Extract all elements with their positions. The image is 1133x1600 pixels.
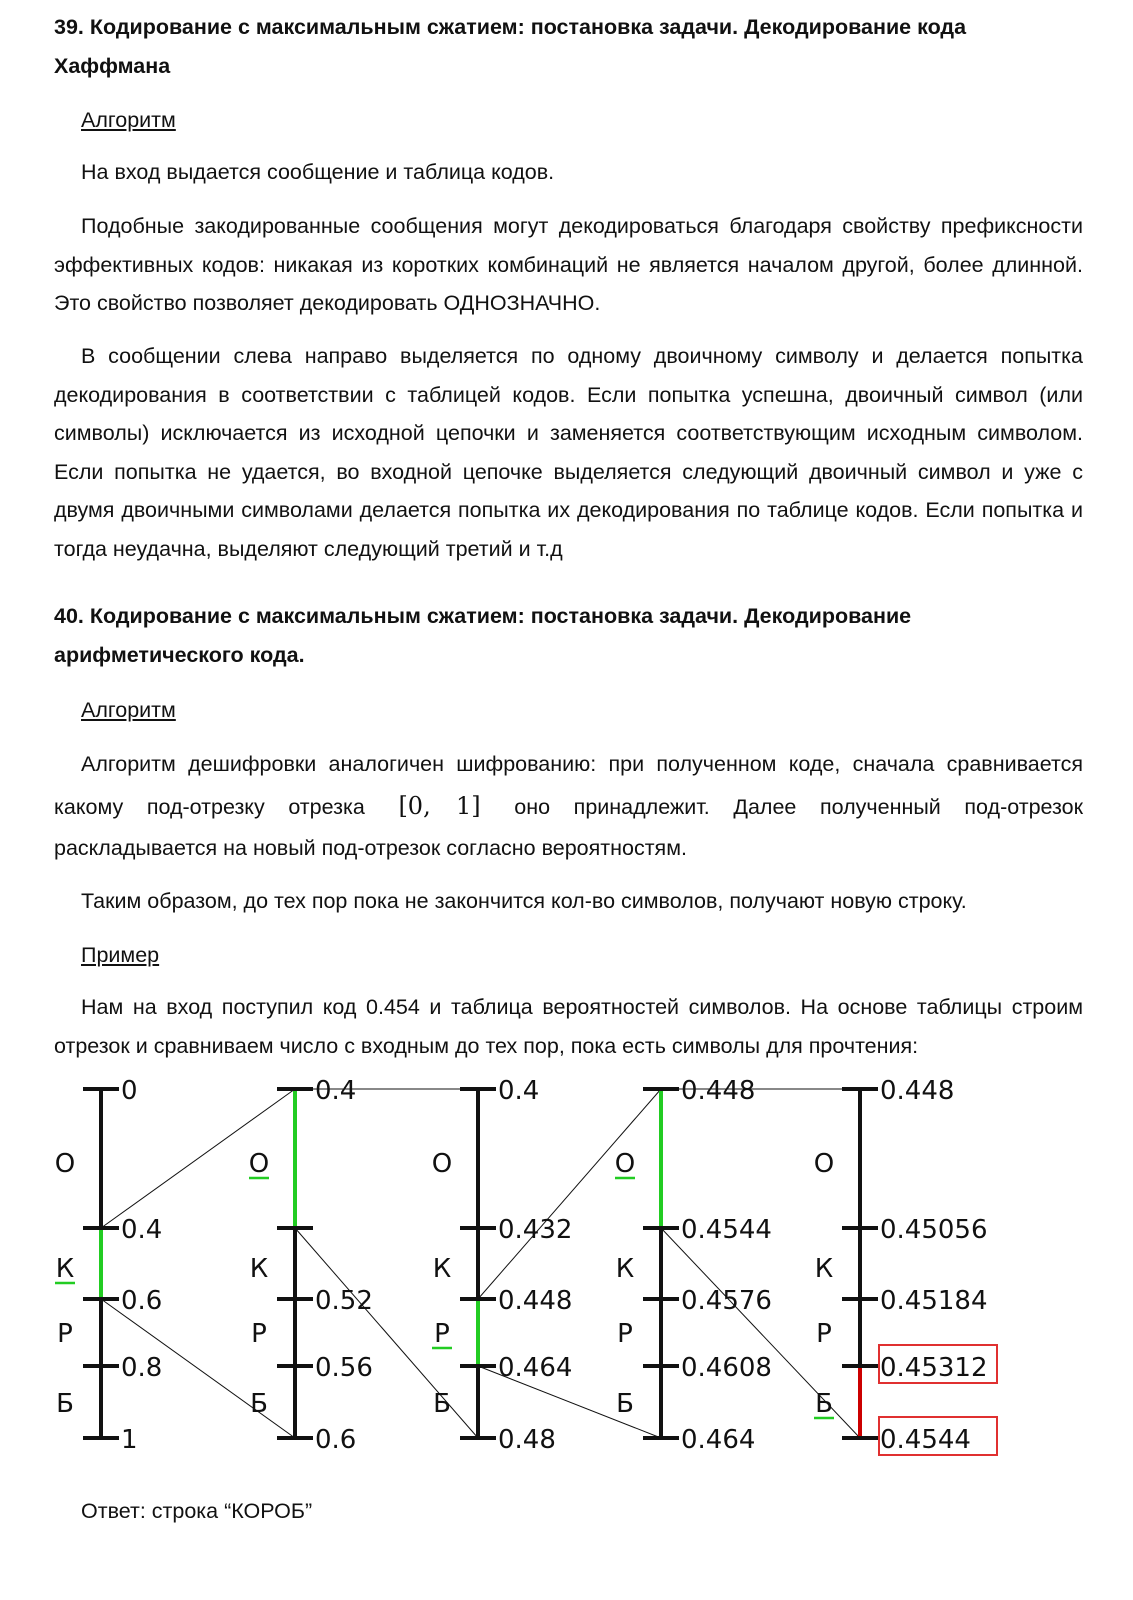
- scale-1-symbol-1: О: [54, 1149, 76, 1179]
- scale-3-tick-label-2: 0.432: [498, 1215, 573, 1245]
- scale-2-tick-label-1: 0.4: [315, 1076, 357, 1106]
- example-label: Пример: [81, 943, 160, 967]
- scale-5-tick-label-5: 0.4544: [880, 1425, 971, 1455]
- section-39-title: 39. Кодирование с максимальным сжатием: постановка задачи. Декодирование кода Хаффмана: [54, 15, 967, 78]
- scale-4-tick-label-1: 0.448: [681, 1076, 756, 1106]
- scale-2-tick-label-4: 0.56: [315, 1353, 373, 1383]
- paragraph-text-after: оно принадлежит. Далее полученный под-отрезок раскладывается на новый под-отрезок согласно вероятностям.: [54, 794, 1083, 860]
- scale-3-symbol-4: Б: [433, 1389, 451, 1419]
- scale-1-tick-label-5: 1: [121, 1425, 138, 1455]
- scale-5-symbol-1: О: [813, 1149, 835, 1179]
- scale-4-symbol-1: О: [614, 1149, 636, 1179]
- section-39-paragraph-1: На вход выдается сообщение и таблица кодов.: [81, 160, 555, 184]
- scale-5-symbol-2: К: [814, 1254, 834, 1284]
- scale-5-tick-label-2: 0.45056: [880, 1215, 988, 1245]
- scale-5-symbol-3: Р: [816, 1319, 832, 1349]
- scale-1-symbol-4: Б: [56, 1389, 74, 1419]
- scale-1-symbol-3: Р: [57, 1319, 73, 1349]
- scale-1-tick-label-3: 0.6: [121, 1286, 163, 1316]
- section-39-paragraph-3: В сообщении слева направо выделяется по одному двоичному символу и делается попытка декодирования в соответствии с таблицей кодов. Если попытка успешна, двоичный символ (или символы) исключается из исходной цепочки и заменяется соответствующим исходным символом. Если попытка не удается, во входной цепочке выделяется следующий двоичный символ и уже с двумя двоичными символами делается попытка их декодирования по таблице кодов. Если попытка и тогда неудачна, выделяют следующий третий и т.д: [54, 344, 1083, 561]
- section-40-title: 40. Кодирование с максимальным сжатием: постановка задачи. Декодирование арифметического кода.: [54, 604, 912, 667]
- arithmetic-decoding-diagram: [0, 1060, 1133, 1460]
- paragraph-text-before: Алгоритм дешифровки аналогичен шифрованию: при полученном коде, сначала сравнивается какому под-отрезку отрезка: [54, 752, 1083, 819]
- answer-text: Ответ: строка “КОРОБ”: [81, 1499, 313, 1523]
- interval-formula: [0, 1]: [398, 791, 481, 820]
- scale-2-symbol-4: Б: [250, 1389, 268, 1419]
- scale-4-tick-label-4: 0.4608: [681, 1353, 772, 1383]
- scale-3-tick-label-5: 0.48: [498, 1425, 556, 1455]
- scale-4-symbol-2: К: [615, 1254, 635, 1284]
- scale-1-tick-label-4: 0.8: [121, 1353, 163, 1383]
- scale-3-symbol-2: К: [432, 1254, 452, 1284]
- scale-4-tick-label-3: 0.4576: [681, 1286, 772, 1316]
- scale-4-tick-label-2: 0.4544: [681, 1215, 772, 1245]
- scale-5-tick-label-1: 0.448: [880, 1076, 955, 1106]
- scale-1-tick-label-1: 0: [121, 1076, 138, 1106]
- scale-5-tick-label-4: 0.45312: [880, 1353, 988, 1383]
- scale-3-symbol-3: Р: [434, 1319, 450, 1349]
- scale-2-symbol-3: Р: [251, 1319, 267, 1349]
- scale-1-tick-label-2: 0.4: [121, 1215, 163, 1245]
- section-40-paragraph-2: Таким образом, до тех пор пока не закончится кол-во символов, получают новую строку.: [81, 889, 967, 913]
- scale-2-tick-label-5: 0.6: [315, 1425, 357, 1455]
- scale-1-symbol-2: К: [55, 1254, 75, 1284]
- scale-3-tick-label-4: 0.464: [498, 1353, 573, 1383]
- scale-3-tick-label-1: 0.4: [498, 1076, 540, 1106]
- scale-4-symbol-4: Б: [616, 1389, 634, 1419]
- scale-3-tick-label-3: 0.448: [498, 1286, 573, 1316]
- scale-2-tick-label-3: 0.52: [315, 1286, 373, 1316]
- scale-5-symbol-4: Б: [815, 1389, 833, 1419]
- scale-5-tick-label-3: 0.45184: [880, 1286, 988, 1316]
- scale-4-tick-label-5: 0.464: [681, 1425, 756, 1455]
- section-40-subtitle: Алгоритм: [81, 698, 176, 722]
- section-39-subtitle: Алгоритм: [81, 108, 176, 132]
- section-40-paragraph-1: [54, 744, 1083, 870]
- section-40-paragraph-3: Нам на вход поступил код 0.454 и таблица вероятностей символов. На основе таблицы строим отрезок и сравниваем число с входным до тех пор, пока есть символы для прочтения:: [54, 995, 1083, 1058]
- section-39-paragraph-2: Подобные закодированные сообщения могут декодироваться благодаря свойству префиксности эффективных кодов: никакая из коротких комбинаций не является началом другой, более длинной. Это свойство позволяет декодировать ОДНОЗНАЧНО.: [54, 214, 1083, 316]
- scale-3-symbol-1: О: [431, 1149, 453, 1179]
- scale-2-symbol-2: К: [249, 1254, 269, 1284]
- scale-4-symbol-3: Р: [617, 1319, 633, 1349]
- scale-2-symbol-1: О: [248, 1149, 270, 1179]
